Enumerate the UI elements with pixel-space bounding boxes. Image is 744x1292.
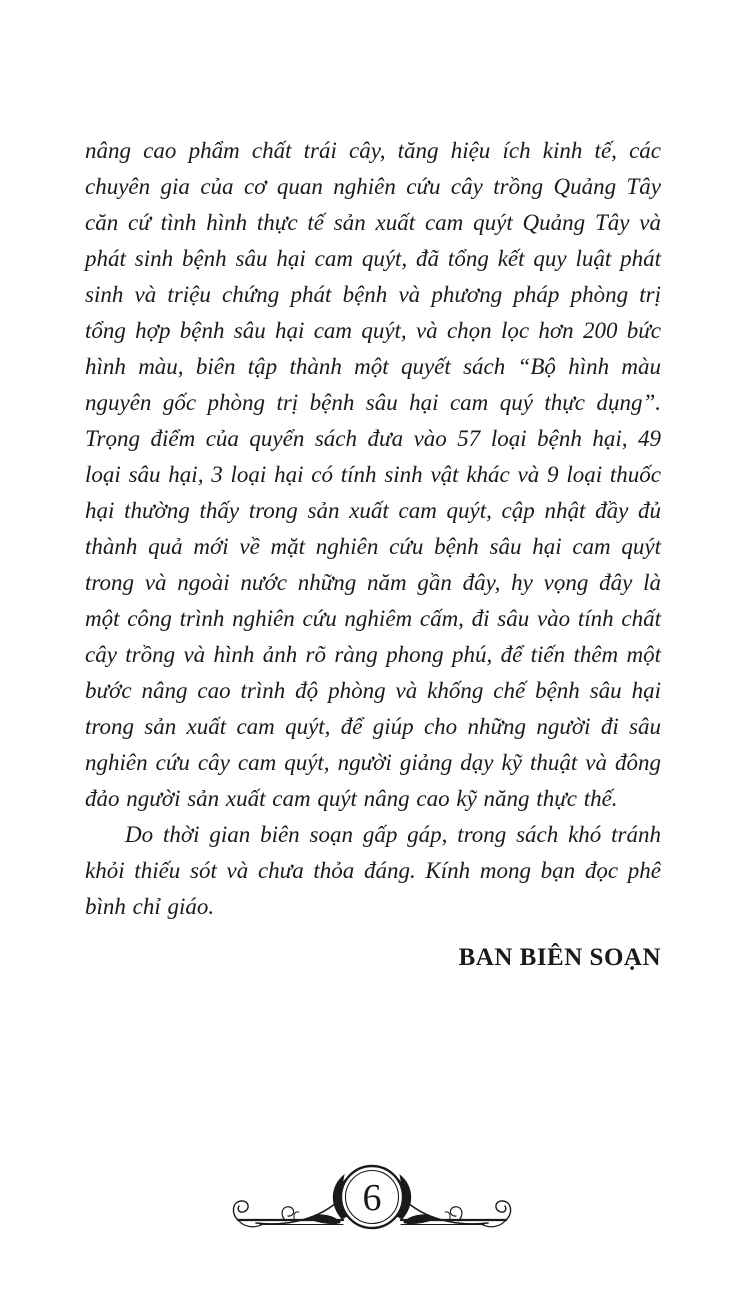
text-line: tổng hợp bệnh sâu hại cam quýt, và chọn lọc hơn 200 bức (85, 318, 661, 343)
text-line: căn cứ tình hình thực tế sản xuất cam quýt Quảng Tây và (85, 210, 661, 235)
text-line: hại thường thấy trong sản xuất cam quýt, cập nhật đầy đủ (85, 498, 661, 523)
text-line: một công trình nghiên cứu nghiêm cấm, đi sâu vào tính chất (85, 606, 661, 631)
flourish-divider-icon (230, 1141, 514, 1257)
text-line: trong sản xuất cam quýt, để giúp cho những người đi sâu (85, 714, 661, 739)
text-line: sinh và triệu chứng phát bệnh và phương pháp phòng trị (85, 282, 661, 307)
page-number: 6 (362, 1177, 382, 1219)
text-line: chuyên gia của cơ quan nghiên cứu cây trồng Quảng Tây (85, 174, 661, 199)
text-line: hình màu, biên tập thành một quyết sách “Bộ hình màu (85, 354, 661, 379)
text-line: Do thời gian biên soạn gấp gáp, trong sách khó tránh (125, 822, 661, 847)
text-line: khỏi thiếu sót và chưa thỏa đáng. Kính mong bạn đọc phê (85, 858, 661, 883)
text-line: nâng cao phẩm chất trái cây, tăng hiệu ích kinh tế, các (85, 138, 661, 163)
text-line: nghiên cứu cây cam quýt, người giảng dạy kỹ thuật và đông (85, 750, 661, 775)
editorial-board-signature: BAN BIÊN SOẠN (458, 944, 661, 971)
text-line: đảo người sản xuất cam quýt nâng cao kỹ năng thực thế. (85, 786, 618, 811)
text-line: nguyên gốc phòng trị bệnh sâu hại cam quý thực dụng”. (85, 390, 661, 415)
text-line: Trọng điểm của quyển sách đưa vào 57 loại bệnh hại, 49 (85, 426, 661, 451)
text-line: trong và ngoài nước những năm gần đây, hy vọng đây là (85, 570, 661, 595)
text-line: cây trồng và hình ảnh rõ ràng phong phú, để tiến thêm một (85, 642, 661, 667)
page-footer-ornament (230, 1141, 514, 1257)
text-line: bước nâng cao trình độ phòng và khống chế bệnh sâu hại (85, 678, 661, 703)
text-line: phát sinh bệnh sâu hại cam quýt, đã tổng kết quy luật phát (85, 246, 661, 271)
text-line: bình chỉ giáo. (85, 894, 215, 919)
body-text (85, 133, 661, 975)
text-line: loại sâu hại, 3 loại hại có tính sinh vật khác và 9 loại thuốc (85, 462, 661, 487)
text-line: thành quả mới về mặt nghiên cứu bệnh sâu hại cam quýt (85, 534, 661, 559)
